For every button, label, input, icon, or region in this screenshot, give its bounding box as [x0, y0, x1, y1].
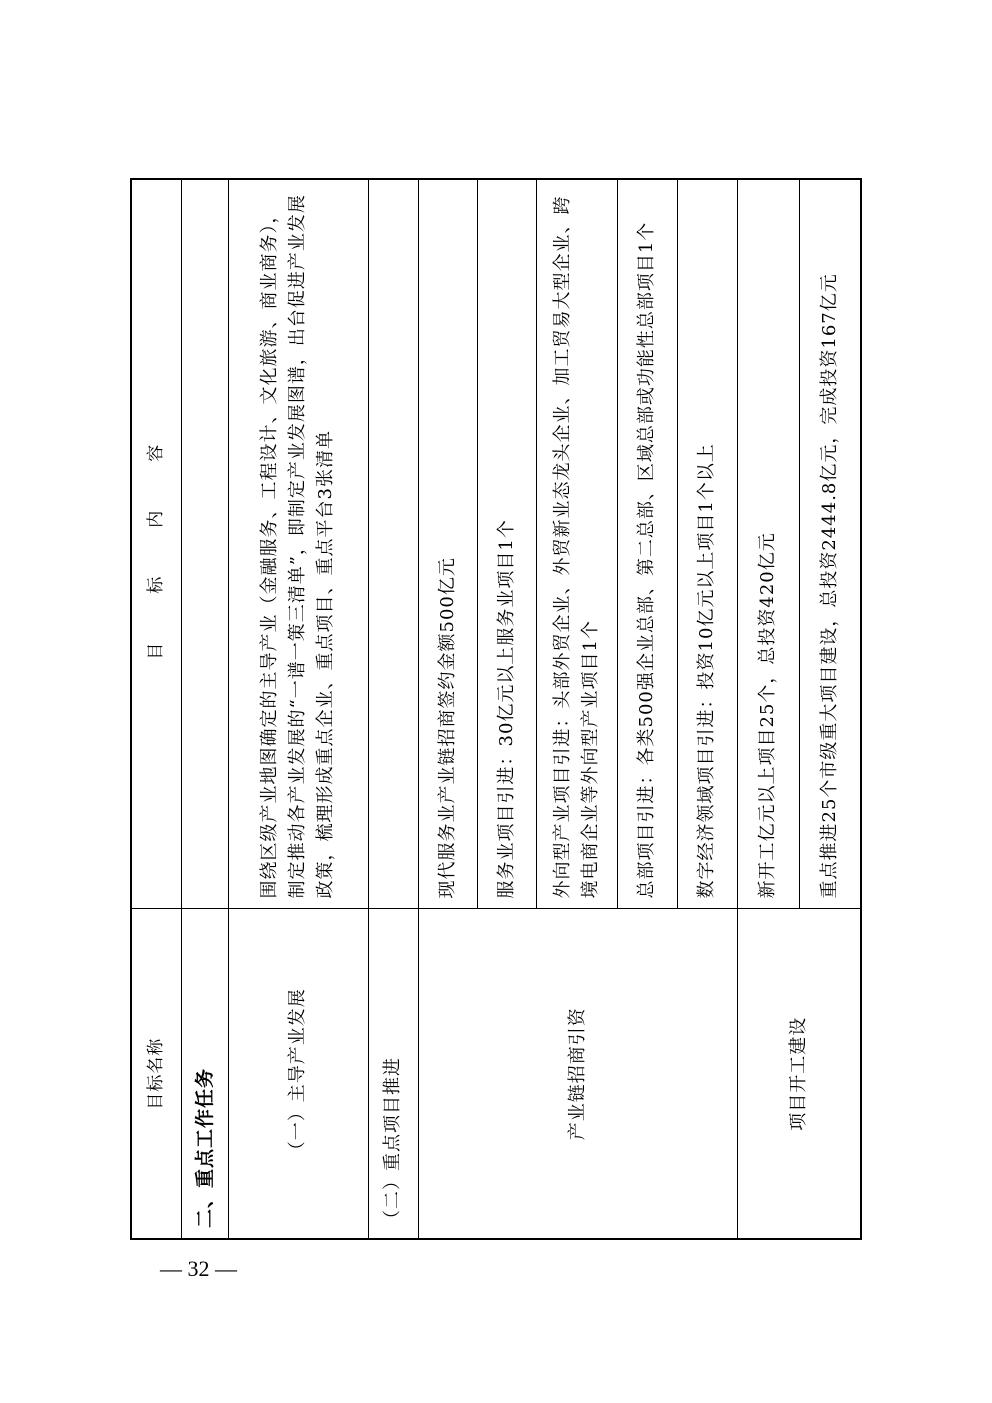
table-row [368, 179, 418, 1239]
table-header-row [131, 179, 181, 1239]
goals-table [130, 178, 862, 1240]
construction-name: 项目开工建设 [737, 909, 861, 1239]
rotated-table-wrapper [130, 180, 860, 1240]
header-content-cell: 目 标 内 容 [131, 179, 181, 909]
investment-row-1: 现代服务业产业链招商签约金额500亿元 [418, 179, 477, 909]
header-name-cell: 目标名称 [131, 909, 181, 1239]
section-title: 二、重点工作任务 [181, 909, 228, 1239]
construction-row-2: 重点推进25个市级重大项目建设，总投资2444.8亿元，完成投资167亿元 [799, 179, 861, 909]
investment-row-4: 总部项目引进：各类500强企业总部、第二总部、区域总部或功能性总部项目1个 [617, 179, 677, 909]
page-number: — 32 — [160, 1256, 237, 1281]
table-row [228, 179, 368, 1239]
investment-row-2: 服务业项目引进：30亿元以上服务业项目1个 [477, 179, 536, 909]
main-industry-name: （一）主导产业发展 [228, 909, 368, 1239]
section-row [181, 179, 228, 1239]
key-projects-empty-cell [368, 179, 418, 909]
table-row [737, 179, 799, 1239]
section-empty-cell [181, 179, 228, 909]
table-row [418, 179, 477, 1239]
investment-row-5: 数字经济领域项目引进：投资10亿元以上项目1个以上 [677, 179, 737, 909]
key-projects-name: （二）重点项目推进 [368, 909, 418, 1239]
main-industry-content: 围绕区级产业地图确定的主导产业（金融服务、工程设计、文化旅游、商业商务），制定推动各产业发展的“一谱一策三清单”，即制定产业发展图谱，出台促进产业发展政策，梳理形成重点企业、重点项目、重点平台3张清单 [228, 179, 368, 909]
investment-name: 产业链招商引资 [418, 909, 737, 1239]
construction-row-1: 新开工亿元以上项目25个，总投资420亿元 [737, 179, 799, 909]
investment-row-3: 外向型产业项目引进：头部外贸企业、外贸新业态龙头企业、加工贸易大型企业、跨境电商企业等外向型产业项目1个 [536, 179, 617, 909]
